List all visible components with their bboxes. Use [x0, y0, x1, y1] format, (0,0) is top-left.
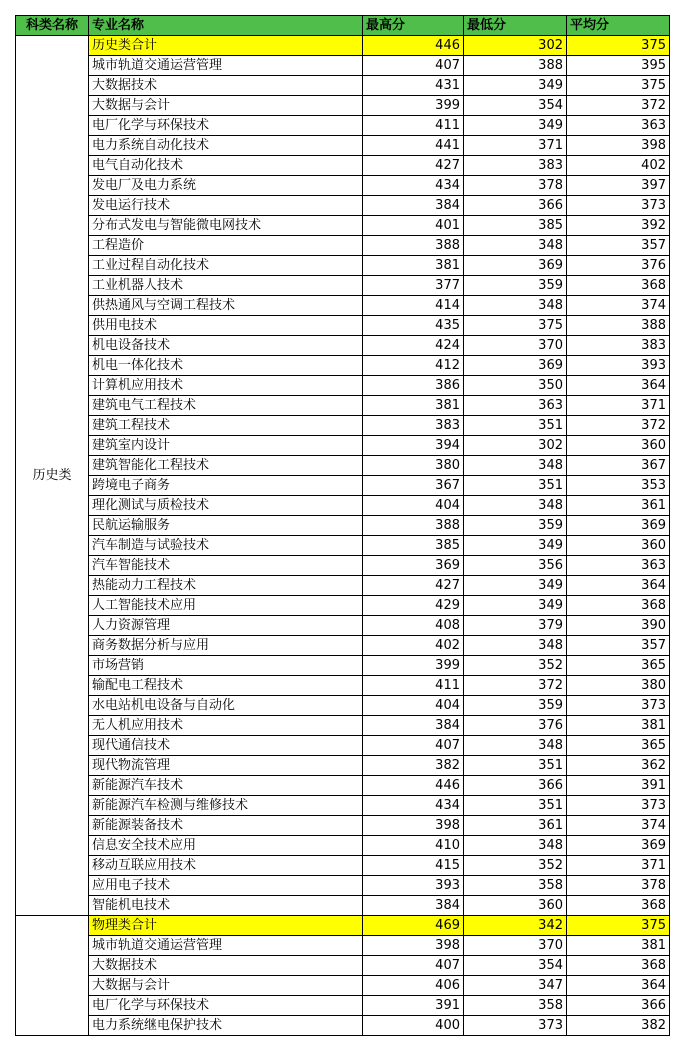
max-score-cell[interactable]: 406 — [363, 976, 464, 996]
min-score-cell[interactable]: 342 — [464, 916, 567, 936]
avg-score-cell[interactable]: 364 — [567, 976, 670, 996]
max-score-cell[interactable]: 399 — [363, 656, 464, 676]
table-row — [16, 116, 670, 136]
avg-score-cell[interactable]: 361 — [567, 496, 670, 516]
avg-score-cell[interactable]: 382 — [567, 1016, 670, 1036]
major-cell[interactable]: 分布式发电与智能微电网技术 — [89, 216, 363, 236]
table-row — [16, 696, 670, 716]
max-score-cell[interactable]: 402 — [363, 636, 464, 656]
max-score-cell[interactable]: 384 — [363, 716, 464, 736]
table-row — [16, 156, 670, 176]
major-cell[interactable]: 新能源汽车技术 — [89, 776, 363, 796]
min-score-cell[interactable]: 358 — [464, 876, 567, 896]
max-score-cell[interactable]: 388 — [363, 516, 464, 536]
table-row — [16, 336, 670, 356]
min-score-cell[interactable]: 375 — [464, 316, 567, 336]
major-cell[interactable]: 电厂化学与环保技术 — [89, 996, 363, 1016]
min-score-cell[interactable]: 354 — [464, 96, 567, 116]
avg-score-cell[interactable]: 369 — [567, 836, 670, 856]
table-row — [16, 476, 670, 496]
header-max-score[interactable]: 最高分 — [363, 16, 464, 36]
max-score-cell[interactable]: 424 — [363, 336, 464, 356]
table-row — [16, 436, 670, 456]
max-score-cell[interactable]: 404 — [363, 496, 464, 516]
avg-score-cell[interactable]: 383 — [567, 336, 670, 356]
max-score-cell[interactable]: 386 — [363, 376, 464, 396]
major-cell[interactable]: 电力系统自动化技术 — [89, 136, 363, 156]
max-score-cell[interactable]: 427 — [363, 156, 464, 176]
major-cell[interactable]: 供用电技术 — [89, 316, 363, 336]
max-score-cell[interactable]: 434 — [363, 796, 464, 816]
min-score-cell[interactable]: 349 — [464, 596, 567, 616]
min-score-cell[interactable]: 370 — [464, 336, 567, 356]
min-score-cell[interactable]: 354 — [464, 956, 567, 976]
min-score-cell[interactable]: 359 — [464, 696, 567, 716]
header-row — [16, 16, 670, 36]
avg-score-cell[interactable]: 365 — [567, 656, 670, 676]
avg-score-cell[interactable]: 390 — [567, 616, 670, 636]
avg-score-cell[interactable]: 372 — [567, 96, 670, 116]
major-cell[interactable]: 应用电子技术 — [89, 876, 363, 896]
min-score-cell[interactable]: 352 — [464, 856, 567, 876]
table-row — [16, 276, 670, 296]
avg-score-cell[interactable]: 373 — [567, 696, 670, 716]
min-score-cell[interactable]: 372 — [464, 676, 567, 696]
table-row — [16, 956, 670, 976]
table-row — [16, 896, 670, 916]
min-score-cell[interactable]: 376 — [464, 716, 567, 736]
max-score-cell[interactable]: 446 — [363, 36, 464, 56]
avg-score-cell[interactable]: 353 — [567, 476, 670, 496]
major-cell[interactable]: 汽车制造与试验技术 — [89, 536, 363, 556]
major-cell[interactable]: 人力资源管理 — [89, 616, 363, 636]
avg-score-cell[interactable]: 372 — [567, 416, 670, 436]
header-min-score[interactable]: 最低分 — [464, 16, 567, 36]
table-row — [16, 536, 670, 556]
major-cell[interactable]: 发电厂及电力系统 — [89, 176, 363, 196]
category-cell[interactable]: 历史类 — [16, 36, 89, 916]
min-score-cell[interactable]: 388 — [464, 56, 567, 76]
max-score-cell[interactable]: 400 — [363, 1016, 464, 1036]
header-major[interactable]: 专业名称 — [89, 16, 363, 36]
major-cell[interactable]: 工业机器人技术 — [89, 276, 363, 296]
table-row — [16, 316, 670, 336]
subtotal-row — [16, 916, 670, 936]
avg-score-cell[interactable]: 369 — [567, 516, 670, 536]
major-cell[interactable]: 建筑电气工程技术 — [89, 396, 363, 416]
table-row — [16, 976, 670, 996]
avg-score-cell[interactable]: 366 — [567, 996, 670, 1016]
major-cell[interactable]: 发电运行技术 — [89, 196, 363, 216]
max-score-cell[interactable]: 469 — [363, 916, 464, 936]
major-cell[interactable]: 无人机应用技术 — [89, 716, 363, 736]
subtotal-row — [16, 36, 670, 56]
avg-score-cell[interactable]: 360 — [567, 436, 670, 456]
min-score-cell[interactable]: 385 — [464, 216, 567, 236]
avg-score-cell[interactable]: 393 — [567, 356, 670, 376]
max-score-cell[interactable]: 367 — [363, 476, 464, 496]
major-cell[interactable]: 水电站机电设备与自动化 — [89, 696, 363, 716]
max-score-cell[interactable]: 446 — [363, 776, 464, 796]
max-score-cell[interactable]: 441 — [363, 136, 464, 156]
table-row — [16, 676, 670, 696]
major-cell[interactable]: 信息安全技术应用 — [89, 836, 363, 856]
max-score-cell[interactable]: 434 — [363, 176, 464, 196]
min-score-cell[interactable]: 348 — [464, 456, 567, 476]
max-score-cell[interactable]: 383 — [363, 416, 464, 436]
major-cell[interactable]: 历史类合计 — [89, 36, 363, 56]
min-score-cell[interactable]: 348 — [464, 296, 567, 316]
min-score-cell[interactable]: 366 — [464, 196, 567, 216]
min-score-cell[interactable]: 370 — [464, 936, 567, 956]
major-cell[interactable]: 移动互联应用技术 — [89, 856, 363, 876]
max-score-cell[interactable]: 431 — [363, 76, 464, 96]
max-score-cell[interactable]: 401 — [363, 216, 464, 236]
min-score-cell[interactable]: 363 — [464, 396, 567, 416]
avg-score-cell[interactable]: 368 — [567, 276, 670, 296]
max-score-cell[interactable]: 394 — [363, 436, 464, 456]
table-row — [16, 616, 670, 636]
major-cell[interactable]: 理化测试与质检技术 — [89, 496, 363, 516]
min-score-cell[interactable]: 371 — [464, 136, 567, 156]
avg-score-cell[interactable]: 371 — [567, 396, 670, 416]
avg-score-cell[interactable]: 371 — [567, 856, 670, 876]
min-score-cell[interactable]: 302 — [464, 436, 567, 456]
avg-score-cell[interactable]: 357 — [567, 636, 670, 656]
major-cell[interactable]: 电厂化学与环保技术 — [89, 116, 363, 136]
avg-score-cell[interactable]: 381 — [567, 716, 670, 736]
major-cell[interactable]: 市场营销 — [89, 656, 363, 676]
major-cell[interactable]: 大数据技术 — [89, 956, 363, 976]
table-row — [16, 296, 670, 316]
table-row — [16, 416, 670, 436]
category-cell[interactable] — [16, 916, 89, 1036]
avg-score-cell[interactable]: 363 — [567, 556, 670, 576]
major-cell[interactable]: 大数据与会计 — [89, 96, 363, 116]
min-score-cell[interactable]: 349 — [464, 116, 567, 136]
table-row — [16, 516, 670, 536]
major-cell[interactable]: 商务数据分析与应用 — [89, 636, 363, 656]
max-score-cell[interactable]: 382 — [363, 756, 464, 776]
table-row — [16, 196, 670, 216]
min-score-cell[interactable]: 350 — [464, 376, 567, 396]
avg-score-cell[interactable]: 368 — [567, 896, 670, 916]
min-score-cell[interactable]: 348 — [464, 236, 567, 256]
min-score-cell[interactable]: 349 — [464, 576, 567, 596]
min-score-cell[interactable]: 366 — [464, 776, 567, 796]
table-row — [16, 716, 670, 736]
max-score-cell[interactable]: 388 — [363, 236, 464, 256]
table-row — [16, 876, 670, 896]
major-cell[interactable]: 供热通风与空调工程技术 — [89, 296, 363, 316]
score-table — [15, 15, 670, 1036]
table-row — [16, 636, 670, 656]
max-score-cell[interactable]: 404 — [363, 696, 464, 716]
table-row — [16, 216, 670, 236]
max-score-cell[interactable]: 414 — [363, 296, 464, 316]
major-cell[interactable]: 民航运输服务 — [89, 516, 363, 536]
major-cell[interactable]: 机电一体化技术 — [89, 356, 363, 376]
min-score-cell[interactable]: 351 — [464, 416, 567, 436]
major-cell[interactable]: 建筑室内设计 — [89, 436, 363, 456]
major-cell[interactable]: 电力系统继电保护技术 — [89, 1016, 363, 1036]
min-score-cell[interactable]: 348 — [464, 736, 567, 756]
avg-score-cell[interactable]: 378 — [567, 876, 670, 896]
avg-score-cell[interactable]: 363 — [567, 116, 670, 136]
min-score-cell[interactable]: 361 — [464, 816, 567, 836]
max-score-cell[interactable]: 407 — [363, 736, 464, 756]
max-score-cell[interactable]: 380 — [363, 456, 464, 476]
avg-score-cell[interactable]: 360 — [567, 536, 670, 556]
avg-score-cell[interactable]: 357 — [567, 236, 670, 256]
avg-score-cell[interactable]: 402 — [567, 156, 670, 176]
min-score-cell[interactable]: 351 — [464, 756, 567, 776]
avg-score-cell[interactable]: 367 — [567, 456, 670, 476]
major-cell[interactable]: 大数据技术 — [89, 76, 363, 96]
max-score-cell[interactable]: 385 — [363, 536, 464, 556]
table-row — [16, 356, 670, 376]
max-score-cell[interactable]: 407 — [363, 56, 464, 76]
min-score-cell[interactable]: 379 — [464, 616, 567, 636]
major-cell[interactable]: 现代物流管理 — [89, 756, 363, 776]
header-avg-score[interactable]: 平均分 — [567, 16, 670, 36]
min-score-cell[interactable]: 348 — [464, 496, 567, 516]
avg-score-cell[interactable]: 374 — [567, 296, 670, 316]
major-cell[interactable]: 大数据与会计 — [89, 976, 363, 996]
major-cell[interactable]: 热能动力工程技术 — [89, 576, 363, 596]
avg-score-cell[interactable]: 365 — [567, 736, 670, 756]
max-score-cell[interactable]: 381 — [363, 396, 464, 416]
table-row — [16, 736, 670, 756]
min-score-cell[interactable]: 349 — [464, 76, 567, 96]
avg-score-cell[interactable]: 368 — [567, 596, 670, 616]
table-row — [16, 136, 670, 156]
table-row — [16, 236, 670, 256]
table-row — [16, 96, 670, 116]
avg-score-cell[interactable]: 391 — [567, 776, 670, 796]
max-score-cell[interactable]: 411 — [363, 116, 464, 136]
avg-score-cell[interactable]: 381 — [567, 936, 670, 956]
avg-score-cell[interactable]: 375 — [567, 76, 670, 96]
major-cell[interactable]: 新能源汽车检测与维修技术 — [89, 796, 363, 816]
avg-score-cell[interactable]: 362 — [567, 756, 670, 776]
major-cell[interactable]: 工业过程自动化技术 — [89, 256, 363, 276]
min-score-cell[interactable]: 369 — [464, 256, 567, 276]
table-row — [16, 396, 670, 416]
min-score-cell[interactable]: 369 — [464, 356, 567, 376]
table-row — [16, 756, 670, 776]
major-cell[interactable]: 跨境电子商务 — [89, 476, 363, 496]
max-score-cell[interactable]: 391 — [363, 996, 464, 1016]
major-cell[interactable]: 汽车智能技术 — [89, 556, 363, 576]
major-cell[interactable]: 新能源装备技术 — [89, 816, 363, 836]
avg-score-cell[interactable]: 395 — [567, 56, 670, 76]
table-row — [16, 776, 670, 796]
table-row — [16, 656, 670, 676]
avg-score-cell[interactable]: 376 — [567, 256, 670, 276]
max-score-cell[interactable]: 407 — [363, 956, 464, 976]
min-score-cell[interactable]: 373 — [464, 1016, 567, 1036]
max-score-cell[interactable]: 381 — [363, 256, 464, 276]
major-cell[interactable]: 计算机应用技术 — [89, 376, 363, 396]
min-score-cell[interactable]: 359 — [464, 276, 567, 296]
max-score-cell[interactable]: 384 — [363, 896, 464, 916]
min-score-cell[interactable]: 378 — [464, 176, 567, 196]
min-score-cell[interactable]: 356 — [464, 556, 567, 576]
max-score-cell[interactable]: 377 — [363, 276, 464, 296]
min-score-cell[interactable]: 351 — [464, 476, 567, 496]
max-score-cell[interactable]: 427 — [363, 576, 464, 596]
min-score-cell[interactable]: 348 — [464, 836, 567, 856]
major-cell[interactable]: 智能机电技术 — [89, 896, 363, 916]
max-score-cell[interactable]: 429 — [363, 596, 464, 616]
avg-score-cell[interactable]: 380 — [567, 676, 670, 696]
max-score-cell[interactable]: 369 — [363, 556, 464, 576]
avg-score-cell[interactable]: 364 — [567, 376, 670, 396]
min-score-cell[interactable]: 348 — [464, 636, 567, 656]
table-row — [16, 816, 670, 836]
min-score-cell[interactable]: 302 — [464, 36, 567, 56]
major-cell[interactable]: 城市轨道交通运营管理 — [89, 936, 363, 956]
max-score-cell[interactable]: 399 — [363, 96, 464, 116]
table-row — [16, 256, 670, 276]
table-row — [16, 176, 670, 196]
table-row — [16, 796, 670, 816]
avg-score-cell[interactable]: 368 — [567, 956, 670, 976]
major-cell[interactable]: 现代通信技术 — [89, 736, 363, 756]
table-row — [16, 596, 670, 616]
table-row — [16, 576, 670, 596]
avg-score-cell[interactable]: 398 — [567, 136, 670, 156]
min-score-cell[interactable]: 352 — [464, 656, 567, 676]
table-row — [16, 936, 670, 956]
major-cell[interactable]: 物理类合计 — [89, 916, 363, 936]
major-cell[interactable]: 机电设备技术 — [89, 336, 363, 356]
min-score-cell[interactable]: 359 — [464, 516, 567, 536]
table-row — [16, 496, 670, 516]
max-score-cell[interactable]: 410 — [363, 836, 464, 856]
avg-score-cell[interactable]: 375 — [567, 36, 670, 56]
max-score-cell[interactable]: 384 — [363, 196, 464, 216]
min-score-cell[interactable]: 360 — [464, 896, 567, 916]
major-cell[interactable]: 人工智能技术应用 — [89, 596, 363, 616]
table-row — [16, 836, 670, 856]
major-cell[interactable]: 建筑工程技术 — [89, 416, 363, 436]
avg-score-cell[interactable]: 375 — [567, 916, 670, 936]
avg-score-cell[interactable]: 388 — [567, 316, 670, 336]
max-score-cell[interactable]: 415 — [363, 856, 464, 876]
header-category[interactable]: 科类名称 — [16, 16, 89, 36]
max-score-cell[interactable]: 412 — [363, 356, 464, 376]
min-score-cell[interactable]: 383 — [464, 156, 567, 176]
avg-score-cell[interactable]: 397 — [567, 176, 670, 196]
min-score-cell[interactable]: 349 — [464, 536, 567, 556]
table-body — [16, 36, 670, 1036]
max-score-cell[interactable]: 408 — [363, 616, 464, 636]
avg-score-cell[interactable]: 373 — [567, 796, 670, 816]
table-row — [16, 556, 670, 576]
major-cell[interactable]: 城市轨道交通运营管理 — [89, 56, 363, 76]
max-score-cell[interactable]: 411 — [363, 676, 464, 696]
major-cell[interactable]: 建筑智能化工程技术 — [89, 456, 363, 476]
major-cell[interactable]: 工程造价 — [89, 236, 363, 256]
max-score-cell[interactable]: 398 — [363, 816, 464, 836]
table-row — [16, 856, 670, 876]
table-row — [16, 1016, 670, 1036]
avg-score-cell[interactable]: 374 — [567, 816, 670, 836]
min-score-cell[interactable]: 358 — [464, 996, 567, 1016]
table-row — [16, 376, 670, 396]
min-score-cell[interactable]: 351 — [464, 796, 567, 816]
avg-score-cell[interactable]: 392 — [567, 216, 670, 236]
table-row — [16, 76, 670, 96]
min-score-cell[interactable]: 347 — [464, 976, 567, 996]
max-score-cell[interactable]: 435 — [363, 316, 464, 336]
avg-score-cell[interactable]: 373 — [567, 196, 670, 216]
max-score-cell[interactable]: 393 — [363, 876, 464, 896]
table-row — [16, 56, 670, 76]
table-row — [16, 996, 670, 1016]
max-score-cell[interactable]: 398 — [363, 936, 464, 956]
table-row — [16, 456, 670, 476]
avg-score-cell[interactable]: 364 — [567, 576, 670, 596]
major-cell[interactable]: 输配电工程技术 — [89, 676, 363, 696]
major-cell[interactable]: 电气自动化技术 — [89, 156, 363, 176]
